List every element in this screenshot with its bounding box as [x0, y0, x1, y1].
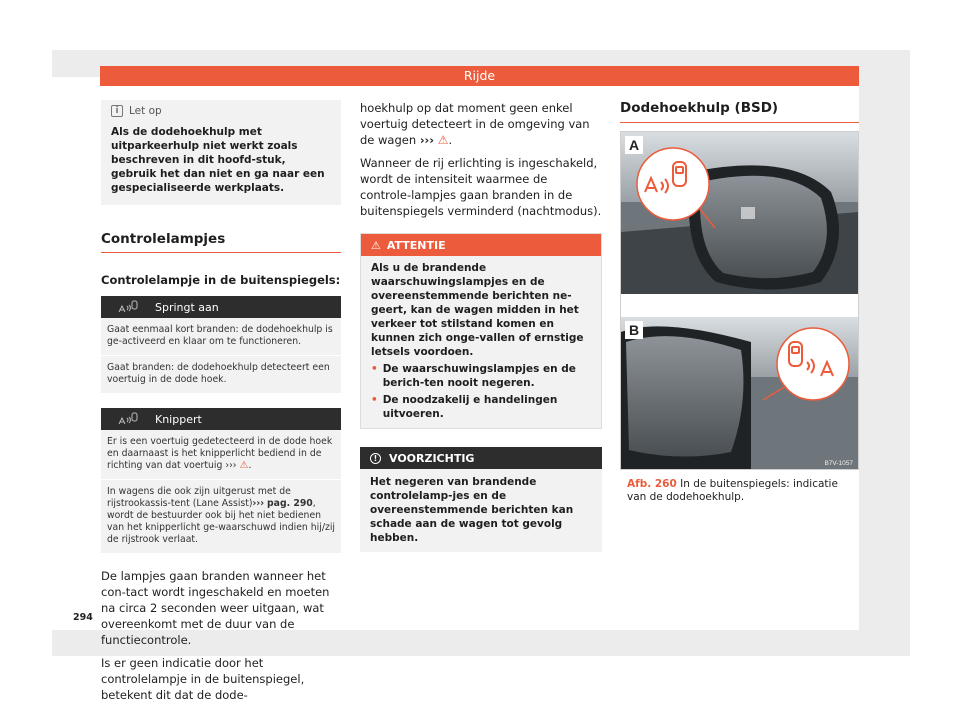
info-icon: i — [111, 105, 123, 117]
lamp-table-header — [101, 408, 341, 430]
page-reference-link[interactable]: pag. 290 — [267, 498, 313, 509]
reference-arrow[interactable]: ››› — [419, 133, 435, 147]
blind-spot-lamp-icon — [101, 300, 155, 314]
warning-icon: ⚠ — [239, 460, 249, 471]
note-text: Als de dodehoekhulp met uitparkeerhulp niet werkt zoals beschreven in dit hoofd-stuk, gebruik het dan niet en ga naar een gespecialiseerde werkplaats. — [111, 126, 325, 194]
blind-spot-lamp-icon — [101, 412, 155, 426]
figure-frame — [620, 131, 859, 503]
paragraph: De lampjes gaan branden wanneer het con-tact wordt ingeschakeld en moeten na circa 2 seconden weer uitgaan, wat overeenkomt met de duur van de functiecontrole. — [101, 569, 330, 647]
lamp-table-on — [101, 296, 341, 394]
lamp-row: Gaat branden: de dodehoekhulp detecteert een voertuig in de dode hoek. — [101, 356, 341, 394]
lamp-table-header — [101, 296, 341, 318]
lamp-row: Er is een voertuig gedetecteerd in de dode hoek en daarnaast is het knipperlicht bediend in de richting van dat voertuig ››› ⚠. — [101, 430, 341, 480]
bullet-text: De waarschuwingslampjes en de berich-ten nooit negeren. — [382, 363, 576, 389]
warning-triangle-icon: ⚠ — [371, 238, 381, 252]
notice-box — [360, 447, 602, 552]
caution-header — [361, 234, 601, 256]
caution-box — [360, 233, 602, 429]
exclamation-circle-icon: ! — [370, 453, 381, 464]
lamp-row — [101, 480, 341, 554]
note-header — [111, 105, 332, 117]
paragraph: Wanneer de rij erlichting is ingeschakeld, wordt de intensiteit waarmee de controle-lampjes gaan branden in de buitenspiegels verminderd (nachtmodus). — [360, 156, 602, 218]
caution-text: Als u de brandende waarschuwingslampjes en de overeenstemmende berichten ne-geert, kan de wagen midden in het verkeer tot stilstand komen en kunnen zich onge-vallen of ernstige letsels voordoen. — [371, 262, 584, 358]
page-reference-arrow[interactable]: ››› — [252, 498, 265, 509]
mirror-illustration — [621, 132, 858, 469]
lamp-row-text: , wordt de bestuurder ook bij het niet bedienen van het knipperlicht ge-waarschuwd indien hij/zij de rijstrook verlaat. — [107, 498, 335, 545]
panel-label-a: A — [628, 137, 640, 153]
lamp-row: Gaat eenmaal kort branden: de dodehoekhulp is ge-activeerd en klaar om te functioneren. — [101, 318, 341, 356]
lamp-table-blink — [101, 408, 341, 554]
column-right — [620, 100, 859, 503]
lamp-table-heading: Knippert — [155, 412, 202, 426]
figure-code: B7V-1057 — [824, 460, 853, 467]
paragraph: hoekhulp op dat moment geen enkel voertuig detecteert in de omgeving van de wagen ››› ⚠. — [360, 101, 590, 147]
section-title-controls: Controlelampjes — [101, 231, 341, 253]
list-item — [371, 362, 592, 390]
column-left — [101, 100, 341, 703]
paragraph-text: hoekhulp op dat moment geen enkel voertuig detecteert in de omgeving van de wagen — [360, 101, 590, 147]
warning-icon: ⚠ — [437, 133, 449, 147]
lamp-table-heading: Springt aan — [155, 300, 219, 314]
notice-header — [360, 447, 602, 469]
page-number: 294 — [73, 612, 93, 623]
panel-label-b: B — [628, 322, 640, 338]
note-title: Let op — [129, 105, 162, 117]
list-item — [371, 393, 592, 421]
controls-intro: Controlelampje in de buitenspiegels: — [101, 273, 341, 287]
paragraph: Is er geen indicatie door het controlelampje in de buitenspiegel, betekent dit dat de dode- — [101, 656, 305, 702]
figure-title: Dodehoekhulp (BSD) — [620, 100, 859, 123]
caution-body — [361, 256, 601, 428]
section-header: Rijde — [100, 66, 859, 86]
column-middle — [360, 100, 602, 552]
caution-title: ATTENTIE — [386, 238, 446, 252]
bullet-text: De noodzakelij e handelingen uitvoeren. — [382, 394, 558, 420]
lamp-row-text: Er is een voertuig gedetecteerd in de dode hoek en daarnaast is het knipperlicht bediend in de richting van dat voertuig — [107, 436, 333, 471]
figure-caption — [621, 473, 858, 509]
notice-text: Het negeren van brandende controlelamp-jes en de overeenstemmende berichten kan schade aan de wagen tot gevolg hebben. — [360, 469, 602, 552]
figure-caption-text: In de buitenspiegels: indicatie van de dodehoekhulp. — [627, 478, 838, 503]
notice-title: VOORZICHTIG — [389, 451, 475, 465]
bullet-dot-icon: • — [371, 363, 378, 375]
reference-arrow[interactable]: ››› — [225, 460, 237, 471]
figure-number: Afb. 260 — [627, 478, 677, 490]
bullet-dot-icon: • — [371, 394, 378, 406]
lamp-row-text: In wagens die ook zijn uitgerust met de rijstrookassis-tent (Lane Assist) — [107, 486, 291, 509]
note-box — [101, 100, 341, 205]
